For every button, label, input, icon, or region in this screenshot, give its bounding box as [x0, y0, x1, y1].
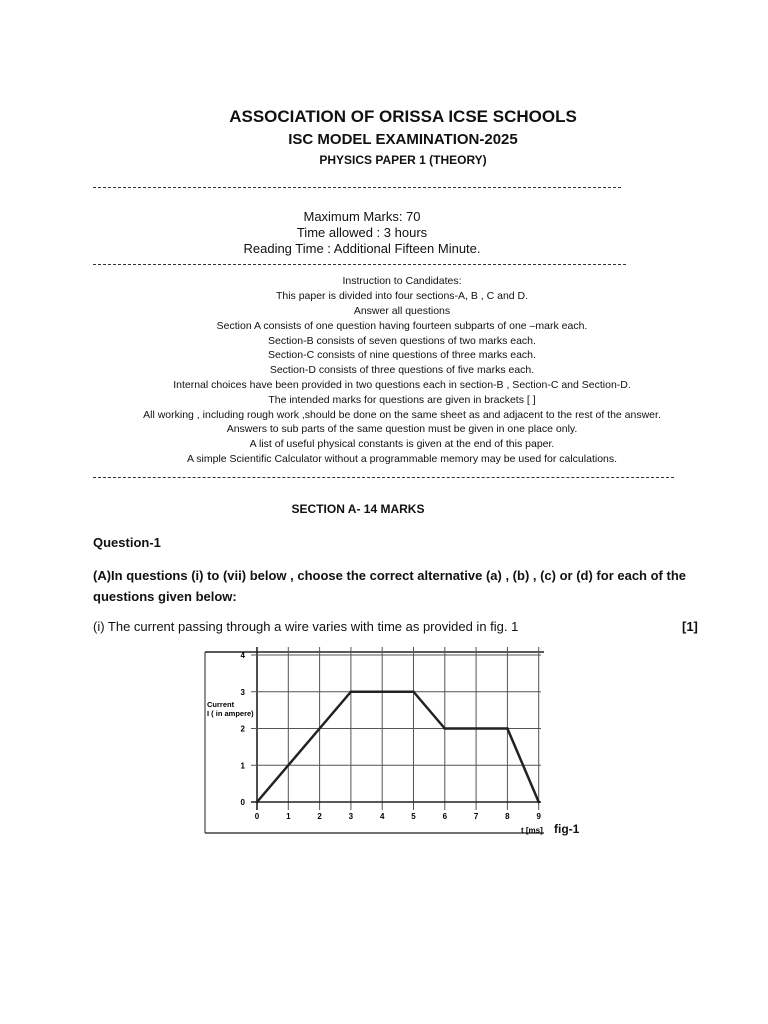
reading-time: Reading Time : Additional Fifteen Minute. — [243, 241, 481, 256]
instruction-line: Answers to sub parts of the same question must be given in one place only. — [226, 423, 578, 435]
exam-title: ISC MODEL EXAMINATION-2025 — [288, 131, 518, 148]
y-tick-label: 3 — [240, 687, 245, 697]
instruction-line: All working , including rough work ,should be done on the same sheet as and adjacent to the rest of the answer. — [143, 409, 661, 421]
x-tick-label: 6 — [442, 812, 448, 821]
y-tick-label: 1 — [240, 761, 245, 771]
chart-frame — [205, 652, 544, 833]
instruction-line: Internal choices have been provided in two questions each in section-B , Section-C and Section-D. — [173, 379, 631, 391]
x-tick-label: 0 — [254, 812, 260, 821]
x-tick-label: 5 — [411, 812, 416, 821]
x-tick-label: 8 — [505, 812, 510, 821]
y-axis-label-line1: Current — [207, 700, 235, 709]
y-axis-label-line2: I ( in ampere) — [207, 709, 254, 718]
y-tick-label: 2 — [240, 724, 245, 734]
instruction-line: Answer all questions — [353, 305, 451, 317]
time-allowed: Time allowed : 3 hours — [296, 225, 428, 240]
max-marks: Maximum Marks: 70 — [303, 209, 421, 224]
instruction-line: Section A consists of one question having fourteen subparts of one –mark each. — [216, 320, 588, 332]
chart-ticks — [241, 651, 542, 821]
x-tick-label: 9 — [536, 812, 541, 821]
figure-label: fig-1 — [554, 822, 580, 836]
x-tick-label: 4 — [379, 812, 385, 821]
instruction-line: Section-B consists of seven questions of two marks each. — [268, 335, 536, 347]
instruction-line: A simple Scientific Calculator without a programmable memory may be used for calculations. — [186, 453, 618, 465]
paper-title: PHYSICS PAPER 1 (THEORY) — [319, 153, 487, 167]
y-tick-label: 0 — [240, 798, 245, 807]
instruction-line: The intended marks for questions are given in brackets [ ] — [268, 394, 536, 406]
instruction-line: A list of useful physical constants is given at the end of this paper. — [249, 438, 555, 450]
instruction-line: This paper is divided into four sections-A, B , C and D. — [275, 290, 529, 302]
question-i-text: (i) The current passing through a wire varies with time as provided in fig. 1 — [93, 619, 519, 634]
x-tick-label: 2 — [317, 812, 322, 821]
x-tick-label: 3 — [348, 812, 354, 821]
current-series-line — [257, 692, 539, 802]
y-tick-label: 4 — [240, 651, 245, 660]
question-i-marks: [1] — [682, 619, 698, 634]
instruction-line: Section-C consists of nine questions of three marks each. — [268, 349, 536, 361]
school-association-title: ASSOCIATION OF ORISSA ICSE SCHOOLS — [229, 107, 577, 126]
instruction-line: Instruction to Candidates: — [342, 275, 462, 287]
question-label: Question-1 — [93, 535, 161, 550]
instruction-line: Section-D consists of three questions of five marks each. — [269, 364, 535, 376]
x-tick-label: 7 — [473, 812, 479, 821]
part-a-instruction: (A)In questions (i) to (vii) below , choose the correct alternative (a) , (b) , (c) or (d) for each of the questions given below: — [93, 568, 686, 604]
x-tick-label: 1 — [286, 812, 291, 821]
x-axis-label: t [ms] — [521, 826, 543, 835]
section-a-title: SECTION A- 14 MARKS — [291, 502, 425, 516]
